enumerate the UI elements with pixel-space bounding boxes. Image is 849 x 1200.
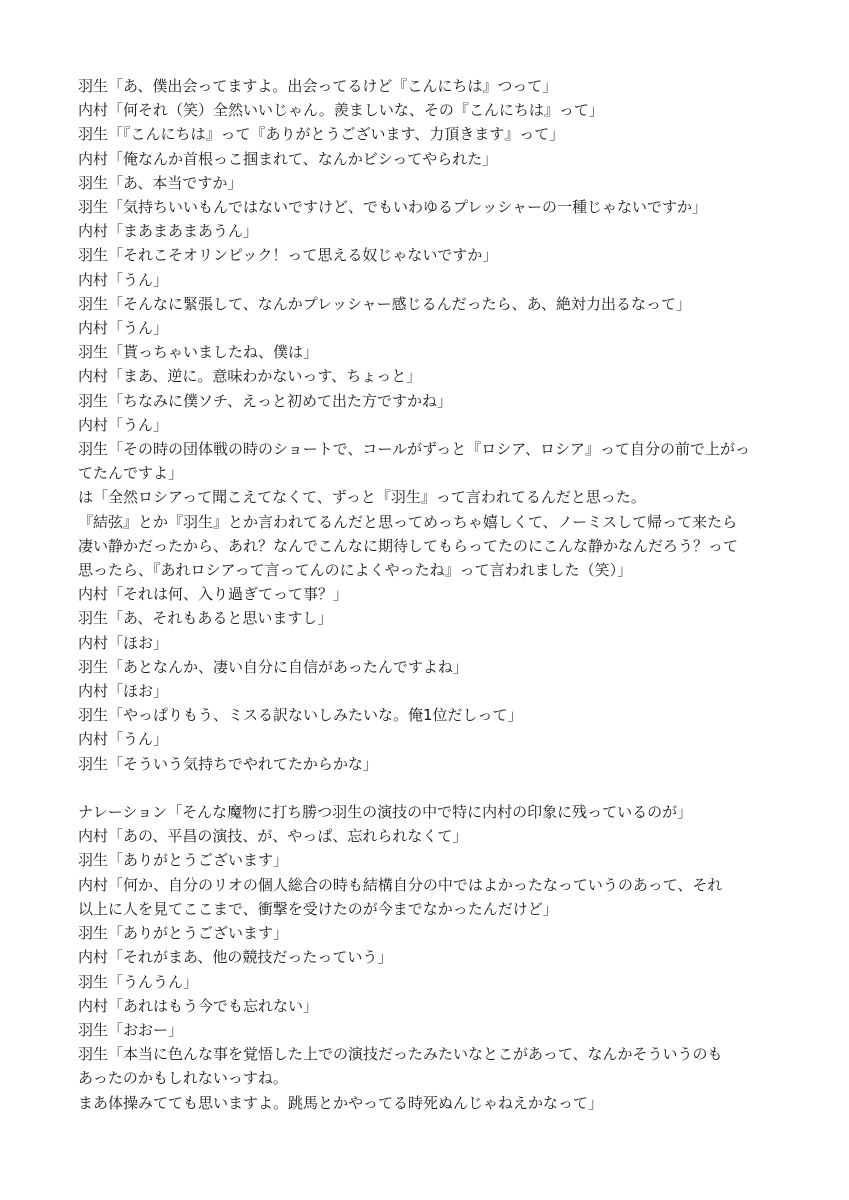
transcript-line: 羽生「あとなんか、凄い自分に自信があったんですよね」 [78,657,468,676]
transcript-line: 以上に人を見てここまで、衝撃を受けたのが今までなかったんだけど」 [78,899,558,918]
transcript-line: 羽生「あ、僕出会ってますよ。出会ってるけど『こんにちは』つって」 [78,77,558,95]
transcript-line: 内村「うん」 [78,730,169,749]
transcript-line: 羽生「『こんにちは』って『ありがとうございます、力頂きます』って」 [78,125,565,144]
transcript-line: 羽生「やっぱりもう、ミスる訳ないしみたいな。俺1位だしって」 [78,706,523,725]
transcript-line: てたんですよ」 [78,464,184,483]
transcript-line: 内村「それは何、入り過ぎてって事？」 [78,585,349,604]
transcript-line: あったのかもしれないっすね。 [78,1069,288,1088]
transcript-line: 羽生「あ、本当ですか」 [78,173,243,192]
transcript-line: 内村「ほお」 [78,633,169,652]
transcript-line: まあ体操みてても思いますよ。跳馬とかやってる時死ぬんじゃねえかなって」 [78,1093,604,1112]
transcript-line: 内村「あの、平昌の演技、が、やっぱ、忘れられなくて」 [78,827,468,846]
transcript-line: 羽生「その時の団体戦の時のショートで、コールがずっと『ロシア、ロシア』って自分の前で上がっ [78,440,751,459]
transcript-line: ナレーション「そんな魔物に打ち勝つ羽生の演技の中で特に内村の印象に残っているのが」 [78,803,693,822]
transcript-line: 凄い静かだったから、あれ？なんでこんなに期待してもらってたのにこんな静かなんだろう？って [78,536,739,555]
transcript-line: 羽生「気持ちいいもんではないですけど、でもいわゆるプレッシャーの一種じゃないですか」 [78,198,707,217]
transcript-line: 内村「ほお」 [78,682,169,701]
transcript-line: 羽生「そういう気持ちでやれてたからかな」 [78,754,378,773]
transcript-line: 内村「まあ、逆に。意味わかないっす、ちょっと」 [78,367,422,386]
transcript-line: 内村「うん」 [78,270,169,289]
transcript-line: 羽生「うんうん」 [78,972,199,991]
transcript-line: 羽生「そんなに緊張して、なんかプレッシャー感じるんだったら、あ、絶対力出るなって」 [78,294,692,313]
transcript-line: 内村「何それ（笑）全然いいじゃん。羨ましいな、その『こんにちは』って」 [78,101,604,120]
transcript-line: 内村「何か、自分のリオの個人総合の時も結構自分の中ではよかったなっていうのあって、それ [78,875,723,894]
transcript-line: 思ったら、『あれロシアって言ってんのによくやったね』って言われました（笑）」 [78,561,633,580]
transcript-line: 羽生「本当に色んな事を覚悟した上での演技だったみたいなとこがあって、なんかそういうのも [78,1045,723,1064]
transcript-line: 『結弦』とか『羽生』とか言われてるんだと思ってめっちゃ嬉しくて、ノーミスして帰って来たら [78,512,738,531]
transcript-line: 内村「あれはもう今でも忘れない」 [78,996,319,1015]
transcript-line: 内村「まあまあまあうん」 [78,222,259,241]
transcript-line: 羽生「貰っちゃいましたね、僕は」 [78,343,319,362]
transcript-line: 羽生「ちなみに僕ソチ、えっと初めて出た方ですかね」 [78,391,452,410]
transcript-line [78,776,809,800]
transcript-line: 内村「俺なんか首根っこ掴まれて、なんかビシってやられた」 [78,149,498,168]
transcript-line: 羽生「おおー」 [78,1020,184,1039]
transcript-line: 羽生「あ、それもあると思いますし」 [78,609,333,628]
transcript [78,74,809,1115]
transcript-line: 内村「それがまあ、他の競技だったっていう」 [78,948,393,967]
transcript-line: 羽生「ありがとうございます」 [78,851,289,870]
transcript-line: 内村「うん」 [78,415,169,434]
transcript-line: 内村「うん」 [78,319,169,338]
transcript-line: 羽生「それこそオリンピック！って思える奴じゃないですか」 [78,246,498,265]
transcript-line: は「全然ロシアって聞こえてなくて、ずっと『羽生』って言われてるんだと思った。 [78,488,646,507]
transcript-line: 羽生「ありがとうございます」 [78,924,289,943]
